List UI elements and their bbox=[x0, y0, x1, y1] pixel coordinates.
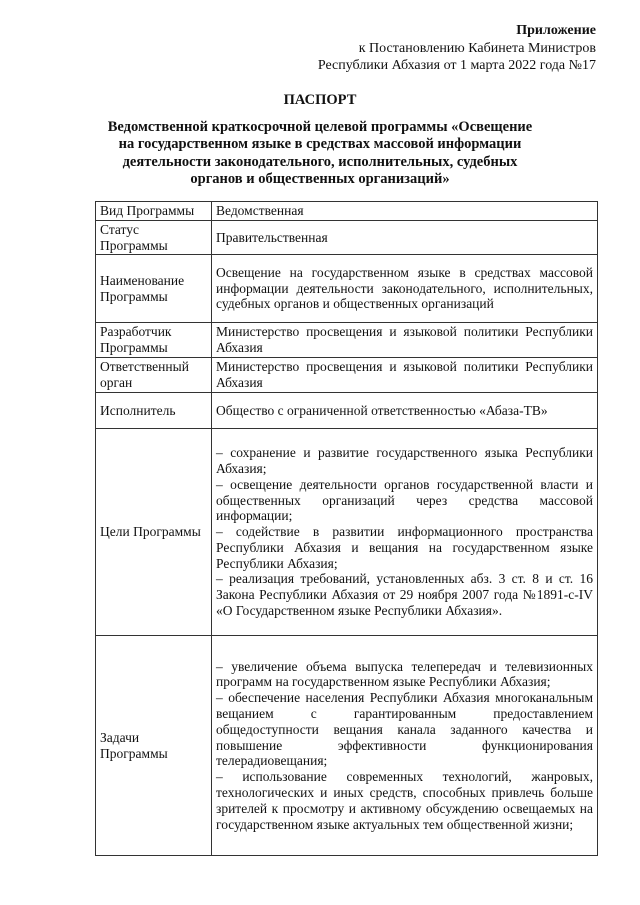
goal-item: – содействие в развитии информационного пространства Республики Абхазия и вещания на государственном языке Республики Абхазия; bbox=[216, 524, 593, 571]
document-heading bbox=[60, 92, 580, 189]
goal-item: – освещение деятельности органов государственной власти и общественных организаций через средства массовой информации; bbox=[216, 476, 593, 524]
row-value: Правительственная bbox=[212, 221, 598, 255]
row-label: Вид Программы bbox=[96, 202, 212, 221]
document-subtitle-line: на государственном языке в средствах массовой информации bbox=[118, 136, 522, 152]
appendix-line-1: к Постановлению Кабинета Министров bbox=[358, 40, 596, 56]
table-row bbox=[96, 202, 598, 221]
appendix-block bbox=[318, 22, 596, 75]
task-item: – увеличение объема выпуска телепередач и телевизионных программ на государственном языке Республики Абхазия; bbox=[216, 658, 593, 690]
row-label: Наименование Программы bbox=[96, 255, 212, 323]
task-item: – обеспечение населения Республики Абхазия многоканальным вещанием с гарантированным предоставлением общедоступности вещания канала заданного качества и повышение эффективности функционирования телерадиовещания; bbox=[216, 690, 593, 769]
table-row bbox=[96, 636, 598, 856]
passport-table bbox=[95, 201, 598, 856]
row-value: Общество с ограниченной ответственностью «Абаза-ТВ» bbox=[212, 393, 598, 429]
row-value: Ведомственная bbox=[212, 202, 598, 221]
table-row bbox=[96, 429, 598, 636]
appendix-line-2: Республики Абхазия от 1 марта 2022 года №17 bbox=[317, 58, 596, 73]
table-row bbox=[96, 393, 598, 429]
table-row bbox=[96, 221, 598, 255]
table-row bbox=[96, 358, 598, 393]
row-label: Задачи Программы bbox=[96, 636, 212, 856]
row-value: Освещение на государственном языке в средствах массовой информации деятельности законодательного, исполнительных, судебных органов и общественных организаций bbox=[212, 255, 598, 323]
row-value-goals bbox=[212, 429, 598, 636]
document-subtitle-line: Ведомственной краткосрочной целевой программы «Освещение bbox=[107, 118, 533, 135]
goal-item: – сохранение и развитие государственного языка Республики Абхазия; bbox=[216, 445, 593, 476]
row-label: Статус Программы bbox=[96, 221, 212, 255]
row-label: Цели Программы bbox=[96, 429, 212, 636]
row-value: Министерство просвещения и языковой политики Республики Абхазия bbox=[212, 358, 598, 393]
table-row bbox=[96, 255, 598, 323]
document-title: ПАСПОРТ bbox=[283, 92, 357, 108]
row-label: Исполнитель bbox=[96, 393, 212, 429]
task-item: – использование современных технологий, жанровых, технологических и иных средств, способных привлечь больше зрителей к просмотру и активному обсуждению освещаемых на государственном языке актуальных тем общественной жизни; bbox=[216, 769, 593, 832]
appendix-title: Приложение bbox=[516, 23, 596, 38]
row-label: Разработчик Программы bbox=[96, 323, 212, 358]
goal-item: – реализация требований, установленных абз. 3 ст. 8 и ст. 16 Закона Республики Абхазия от 29 ноября 2007 года №1891-с-IV «О Государственном языке Республики Абхазия». bbox=[216, 571, 593, 619]
document-subtitle-line: органов и общественных организаций» bbox=[190, 171, 450, 187]
document-subtitle-line: деятельности законодательного, исполнительных, судебных bbox=[122, 153, 518, 170]
table-row bbox=[96, 323, 598, 358]
row-value: Министерство просвещения и языковой политики Республики Абхазия bbox=[212, 323, 598, 358]
row-value-tasks bbox=[212, 636, 598, 856]
row-label: Ответственный орган bbox=[96, 358, 212, 393]
